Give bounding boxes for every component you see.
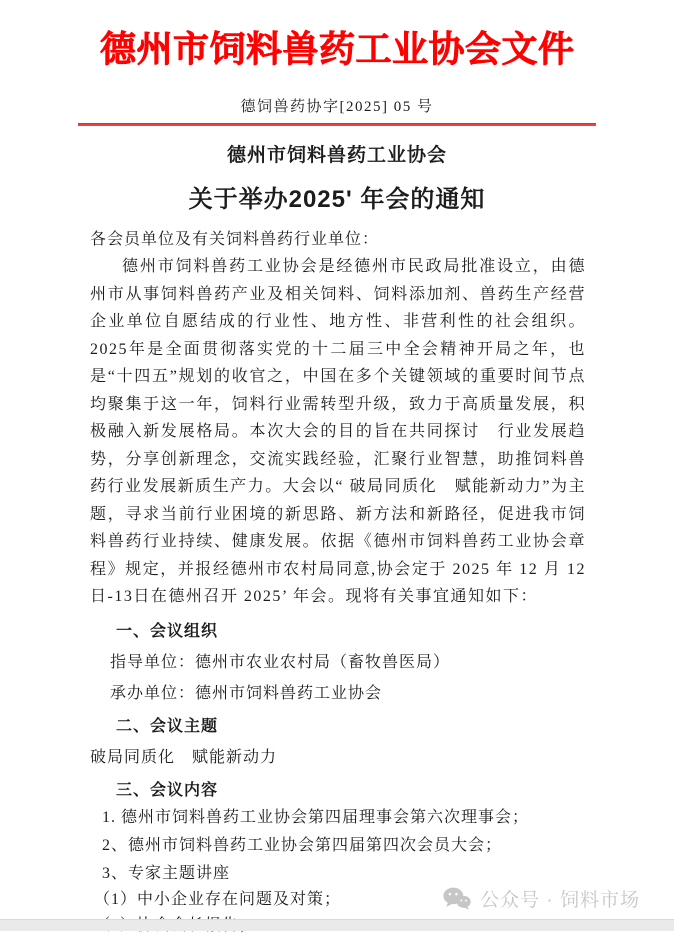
red-divider (78, 123, 596, 126)
watermark-text: 公众号 · 饲料市场 (480, 890, 640, 911)
document-body (90, 226, 586, 939)
doc-number: 德饲兽药协字[2025] 05 号 (240, 99, 434, 115)
section-2-theme-line: 破局同质化 赋能新动力 (90, 748, 278, 766)
section-1-line-guiding-unit: 指导单位：德州市农业农村局（畜牧兽医局） (110, 653, 451, 671)
letterhead-title: 德州市饲料兽药工业协会文件 (99, 29, 575, 69)
section-1-heading: 一、会议组织 (116, 622, 219, 640)
footer-bar (0, 919, 674, 931)
salutation: 各会员单位及有关饲料兽药行业单位： (90, 231, 380, 248)
notice-title: 关于举办2025' 年会的通知 (188, 186, 486, 213)
wechat-icon (443, 887, 471, 910)
section-1-line-organizer-unit: 承办单位：德州市饲料兽药工业协会 (110, 684, 383, 702)
agenda-item-1: 1. 德州市饲料兽药工业协会第四届理事会第六次理事会； (102, 808, 530, 826)
section-2-heading: 二、会议主题 (116, 717, 219, 735)
section-3-heading: 三、会议内容 (116, 781, 219, 799)
agenda-item-2: 2、德州市饲料兽药工业协会第四届第四次会员大会； (102, 836, 503, 854)
document-page (0, 27, 674, 931)
lecture-subitem-1: （1）中小企业存在问题及对策； (94, 890, 342, 908)
body-paragraph: 德州市饲料兽药工业协会是经德州市民政局批准设立，由德州市从事饲料兽药产业及相关饲料、饲料添加剂、兽药生产经营企业单位自愿结成的行业性、地方性、非营利性的社会组织。2025年是全面贯彻落实党的十二届三中全会精神开局之年，也是“十四五”规划的收官之，中国在多个关键领域的重要时间节点均聚集于这一年，饲料行业需转型升级，致力于高质量发展，积极融入新发展格局。本次大会的目的旨在共同探讨 行业发展趋势，分享创新理念，交流实践经验，汇聚行业智慧，助推饲料兽药行业发展新质生产力。大会以“ 破局同质化 赋能新动力”为主题，寻求当前行业困境的新思路、新方法和新路径，促进我市饲料兽药行业持续、健康发展。依据《德州市饲料兽药工业协会章程》规定，并报经德州市农村局同意,协会定于 2025 年 12 月 12 日-13日在德州召开 2025’ 年会。现将有关事宜通知如下： (90, 258, 586, 605)
org-name-heading: 德州市饲料兽药工业协会 (226, 145, 447, 166)
agenda-item-3: 3、专家主题讲座 (102, 864, 231, 882)
wechat-watermark (443, 885, 640, 912)
